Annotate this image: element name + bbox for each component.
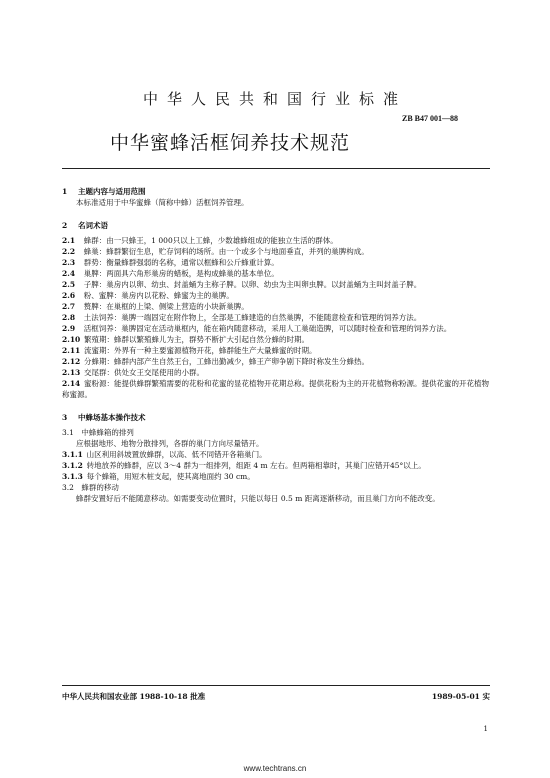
document-title: 中华蜜蜂活框饲养技术规范 [110, 132, 351, 154]
clause-text: 土法饲养：巢脾一端固定在附作物上，全部是工蜂建造的自然巢脾，不能随意检查和管理的饲养方法。 [83, 313, 422, 322]
clause-text: 每个蜂箱，用短木桩支起，使其离地面约 30 cm。 [86, 472, 255, 481]
clause-text: 分蜂期：蜂群内部产生自然王台，工蜂出勤减少，蜂王产卵争剧下降时称发生分蜂热。 [84, 357, 370, 366]
section-title: 中蜂场基本操作技术 [78, 413, 146, 422]
subsection-3-1-title: 3.1 中蜂蜂箱的排列 [62, 428, 134, 437]
clause-item [62, 235, 490, 246]
clause-text: 蜜粉源：能提供蜂群繁殖需要的花粉和花蜜的显花植物开花期总称。提供花粉为主的开花植物称粉源。提供花蜜的开花植物称蜜源。 [62, 379, 490, 399]
clause-item [62, 345, 490, 356]
footer-divider [62, 685, 490, 686]
clause-item [62, 334, 490, 345]
implementation-date: 1989-05-01 实 [431, 692, 490, 701]
subsection-3-2-title: 3.2 蜂群的移动 [62, 483, 119, 492]
clause-item [62, 246, 490, 257]
clause-number: 2.6 [62, 291, 76, 300]
clause-item [62, 323, 490, 334]
clause-text: 交尾群：供处女王交尾使用的小群。 [84, 368, 205, 377]
clause-number: 2.2 [62, 247, 76, 256]
section-number: 3 [62, 413, 68, 422]
approval-note: 中华人民共和国农业部 1988-10-18 批准 [62, 692, 206, 701]
hive-arrangement-list [62, 449, 490, 482]
page-number: 1 [483, 725, 488, 733]
clause-number: 2.5 [62, 280, 76, 289]
clause-item [62, 257, 490, 268]
clause-text: 活框饲养：巢脾固定在活动巢框内，能在箱内随意移动，采用人工巢础造脾，可以随时检查和管理的饲养方法。 [83, 324, 452, 333]
clause-text: 山区利用斜坡置放蜂群，以高、低不同错开各箱巢门。 [86, 450, 267, 459]
clause-number: 2.7 [62, 302, 76, 311]
clause-number: 3.1.1 [62, 450, 83, 459]
clause-number: 2.9 [62, 324, 76, 333]
standard-number: ZB B47 001—88 [401, 114, 458, 123]
section-number: 2 [62, 221, 68, 230]
section-number: 1 [62, 187, 68, 196]
section-1-heading [62, 186, 490, 197]
header-divider [62, 168, 490, 169]
clause-text: 繁殖期：蜂群以繁殖蜂儿为主，群势不断扩大引起自然分蜂的时期。 [84, 335, 310, 344]
ministry-title: 中华人民共和国行业标准 [142, 90, 407, 108]
clause-text: 转地放养的蜂群，应以 3～4 群为一组排列，组距 4 m 左右。但两箱相靠时，其巢门应错开45°以上。 [86, 461, 426, 470]
clause-number: 2.3 [62, 258, 76, 267]
clause-text: 蜂巢：蜂群繁衍生息，贮存饲料的场所。由一个或多个与地面垂直，并列的巢脾构成。 [83, 247, 369, 256]
clause-item [62, 301, 490, 312]
source-watermark: www.techtrans.cn [243, 764, 307, 773]
section-3-heading [62, 412, 490, 423]
clause-item [62, 290, 490, 301]
section-title: 名词术语 [78, 221, 108, 230]
clause-item [62, 279, 490, 290]
clause-text: 粉、蜜脾：巢房内以花粉、蜂蜜为主的巢脾。 [83, 291, 234, 300]
clause-number: 2.11 [62, 346, 81, 355]
clause-text: 巢脾：两面具六角形巢房的蜡板，是构成蜂巢的基本单位。 [83, 269, 279, 278]
clause-item [62, 471, 490, 482]
clause-number: 2.13 [62, 368, 81, 377]
clause-item [62, 378, 490, 400]
subsection-3-2-text: 蜂群安置好后不能随意移动。如需要变动位置时，只能以每日 0.5 m 距离逐渐移动，而且巢门方向不能改变。 [76, 494, 440, 503]
subsection-3-1-text: 应根据地形、地物分散排列，各群的巢门方向尽量错开。 [76, 439, 264, 448]
clause-item [62, 312, 490, 323]
clause-text: 蜂群：由一只蜂王，1 000只以上工蜂，少数雄蜂组成的能独立生活的群体。 [83, 236, 338, 245]
section-1-text: 本标准适用于中华蜜蜂（简称中蜂）活框饲养管理。 [76, 198, 249, 207]
clause-item [62, 356, 490, 367]
document-body [62, 182, 490, 504]
clause-number: 3.1.2 [62, 461, 83, 470]
clause-number: 2.14 [62, 379, 81, 388]
clause-number: 2.4 [62, 269, 76, 278]
clause-item [62, 449, 490, 460]
clause-number: 2.8 [62, 313, 76, 322]
clause-number: 2.1 [62, 236, 76, 245]
clause-number: 2.12 [62, 357, 81, 366]
section-title: 主题内容与适用范围 [78, 187, 146, 196]
section-2-heading [62, 220, 490, 231]
clause-text: 赘脾：在巢框的上梁、侧梁上营造的小块新巢脾。 [83, 302, 249, 311]
clause-item [62, 460, 490, 471]
clause-number: 3.1.3 [62, 472, 83, 481]
clause-text: 子脾：巢房内以卵、幼虫、封盖蛹为主称子脾。以卵、幼虫为主叫卵虫脾。以封盖蛹为主叫封盖子脾。 [83, 280, 422, 289]
clause-number: 2.10 [62, 335, 81, 344]
clause-text: 群势：衡量蜂群强弱的名称，通常以框蜂和公斤蜂重计算。 [83, 258, 279, 267]
clause-item [62, 367, 490, 378]
clause-item [62, 268, 490, 279]
clause-text: 流蜜期：外界有一种主要蜜源植物开花，蜂群能生产大量蜂蜜的时期。 [84, 346, 317, 355]
terms-list [62, 235, 490, 400]
